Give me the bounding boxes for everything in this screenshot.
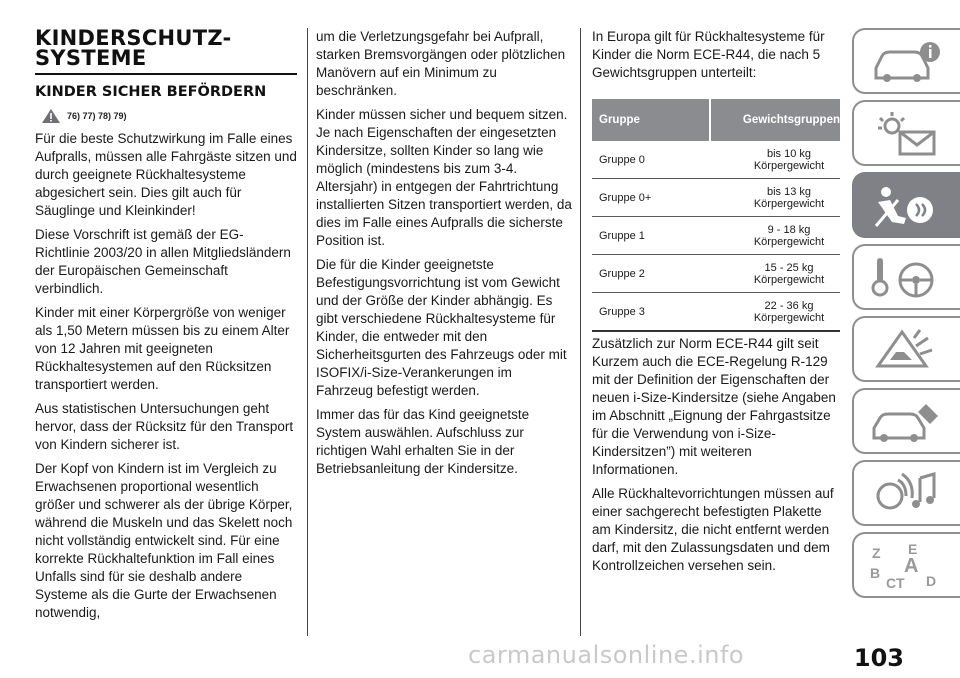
index-letter: E bbox=[908, 542, 918, 557]
group-cell: Gruppe 0 bbox=[592, 141, 710, 179]
maintenance-icon bbox=[868, 398, 948, 448]
table-header-group: Gruppe bbox=[592, 99, 710, 141]
index-letter: B bbox=[870, 565, 881, 581]
weight-cell bbox=[710, 293, 840, 332]
index-letter: T bbox=[896, 575, 905, 591]
weight-value: 22 - 36 kg bbox=[764, 299, 814, 312]
weight-cell bbox=[710, 141, 840, 179]
index-letter: A bbox=[904, 555, 919, 577]
tab-starting-driving[interactable] bbox=[852, 244, 960, 310]
table-row bbox=[592, 179, 840, 217]
table-header-row bbox=[592, 99, 840, 141]
warning-references: 76) 77) 78) 79) bbox=[67, 111, 127, 121]
paragraph: Alle Rückhaltevorrichtungen müssen auf einer sachgerecht befestigten Plakette am Kindersitz, die nicht entfernt werden darf, mit den Zulassungsdaten und dem Kontrollzeichen versehen sein. bbox=[592, 486, 834, 573]
weight-value: bis 10 kg bbox=[766, 147, 812, 160]
table-row bbox=[592, 255, 840, 293]
section-title: KINDERSCHUTZ-SYSTEME bbox=[35, 28, 297, 75]
paragraph: Für die beste Schutzwirkung im Falle eines Aufpralls, müssen alle Fahrgäste sitzen und durch geeignete Rückhaltesysteme abgesichert sein. Dies gilt auch für Säuglinge und Kleinkinder! bbox=[35, 131, 297, 218]
weight-value: bis 13 kg bbox=[766, 185, 812, 198]
paragraph: Immer das für das Kind geeignetste System auswählen. Aufschluss zur richtigen Wahl erhalten Sie in der Betriebsanleitung der Kindersitze. bbox=[316, 407, 530, 476]
paragraph: Diese Vorschrift ist gemäß der EG-Richtlinie 2003/20 in allen Mitgliedsländern der Europäischen Gemeinschaft verbindlich. bbox=[35, 227, 291, 296]
paragraph: Zusätzlich zur Norm ECE-R44 gilt seit Kurzem auch die ECE-Regelung R-129 mit der Definition der Eigenschaften der neuen i-Size-Kindersitze (siehe Angaben im Abschnitt „Eignung der Fahrgastsitze für die Verwendung von i-Size-Kindersitzen”) mit weiteren Informationen. bbox=[592, 336, 836, 477]
group-cell: Gruppe 2 bbox=[592, 255, 710, 293]
paragraph: um die Verletzungsgefahr bei Aufprall, starken Bremsvorgängen oder plötzlichen Manövern auf ein Minimum zu beschränken. bbox=[316, 29, 566, 98]
group-cell: Gruppe 1 bbox=[592, 217, 710, 255]
section-subtitle: KINDER SICHER BEFÖRDERN bbox=[35, 84, 267, 100]
paragraph: Die für die Kinder geeignetste Befestigungsvorrichtung ist vom Gewicht und der Größe der Kinder abhängig. Es gibt verschiedene Rückhaltesysteme für Kinder, die entweder mit den Sicherheitsgurten des Fahrzeugs oder mit ISOFIX/i-Size-Verankerungen im Fahrzeug befestigt werden. bbox=[316, 257, 567, 398]
column-divider-left bbox=[307, 28, 308, 636]
paragraph: Kinder müssen sicher und bequem sitzen. Je nach Eigenschaften der eingesetzten Kindersitze, sollten Kinder so lang wie möglich (mindestens bis zum 3-4. Altersjahr) in entgegen der Fahrtrichtung installierten Sitzen transportiert werden, da dies im Falle eines Aufpralls die sicherste Position ist. bbox=[316, 107, 572, 248]
tab-index[interactable] bbox=[852, 532, 960, 598]
tab-warning-lights[interactable] bbox=[852, 100, 960, 166]
index-letter: Z bbox=[872, 545, 881, 561]
group-cell: Gruppe 3 bbox=[592, 293, 710, 332]
index-letter: C bbox=[886, 575, 897, 591]
weight-groups-table bbox=[592, 99, 840, 332]
table-row bbox=[592, 141, 840, 179]
weight-cell bbox=[710, 255, 840, 293]
emergency-icon bbox=[868, 326, 948, 376]
weight-value: 9 - 18 kg bbox=[767, 223, 811, 236]
warning-lights-icon bbox=[868, 110, 948, 160]
starting-driving-icon bbox=[868, 254, 948, 304]
tab-multimedia[interactable] bbox=[852, 460, 960, 526]
paragraph: Der Kopf von Kindern ist im Vergleich zu Erwachsenen proportional wesentlich größer und schwerer als der übrige Körper, während die Muskeln und das Skelett noch nicht vollständig entwickelt sind. Für eine korrekte Rückhaltefunktion im Fall eines Unfalls sind für sie deshalb andere Systeme als die Gurte der Erwachsenen notwendig, bbox=[35, 461, 293, 620]
paragraph: Kinder mit einer Körpergröße von weniger als 1,50 Metern müssen bis zu einem Alter von 12 Jahren mit geeigneten Rückhaltesystemen auf den Rücksitzen transportiert werden. bbox=[35, 305, 290, 392]
tab-car-info[interactable] bbox=[852, 28, 960, 94]
warning-triangle-icon bbox=[41, 108, 61, 124]
index-letter: D bbox=[926, 573, 937, 589]
car-info-icon bbox=[868, 38, 948, 88]
column-divider-right bbox=[580, 28, 581, 636]
warning-reference-row bbox=[41, 108, 297, 124]
group-cell: Gruppe 0+ bbox=[592, 179, 710, 217]
tab-emergency[interactable] bbox=[852, 316, 960, 382]
weight-unit: Körpergewicht bbox=[753, 197, 825, 210]
table-row bbox=[592, 217, 840, 255]
watermark: carmanualsonline.info bbox=[468, 641, 745, 669]
weight-cell bbox=[710, 217, 840, 255]
table-intro: In Europa gilt für Rückhaltesysteme für Kinder die Norm ECE-R44, die nach 5 Gewichtsgruppen unterteilt: bbox=[592, 29, 825, 80]
weight-value: 15 - 25 kg bbox=[764, 261, 814, 274]
weight-unit: Körpergewicht bbox=[753, 159, 825, 172]
weight-cell bbox=[710, 179, 840, 217]
weight-unit: Körpergewicht bbox=[753, 273, 825, 286]
column-3 bbox=[592, 28, 840, 581]
page-number: 103 bbox=[853, 644, 904, 672]
paragraph: Aus statistischen Untersuchungen geht hervor, dass der Rücksitz für den Transport von Kindern sicherer ist. bbox=[35, 401, 294, 452]
tab-safety[interactable] bbox=[852, 172, 960, 238]
table-header-weight: Gewichtsgruppen bbox=[710, 99, 840, 141]
safety-airbag-icon bbox=[868, 182, 948, 232]
table-row bbox=[592, 293, 840, 332]
column-2 bbox=[316, 28, 572, 484]
weight-unit: Körpergewicht bbox=[753, 235, 825, 248]
index-icon bbox=[868, 542, 948, 592]
weight-unit: Körpergewicht bbox=[753, 311, 825, 324]
tab-maintenance[interactable] bbox=[852, 388, 960, 454]
column-1 bbox=[35, 28, 297, 628]
multimedia-icon bbox=[868, 470, 948, 520]
